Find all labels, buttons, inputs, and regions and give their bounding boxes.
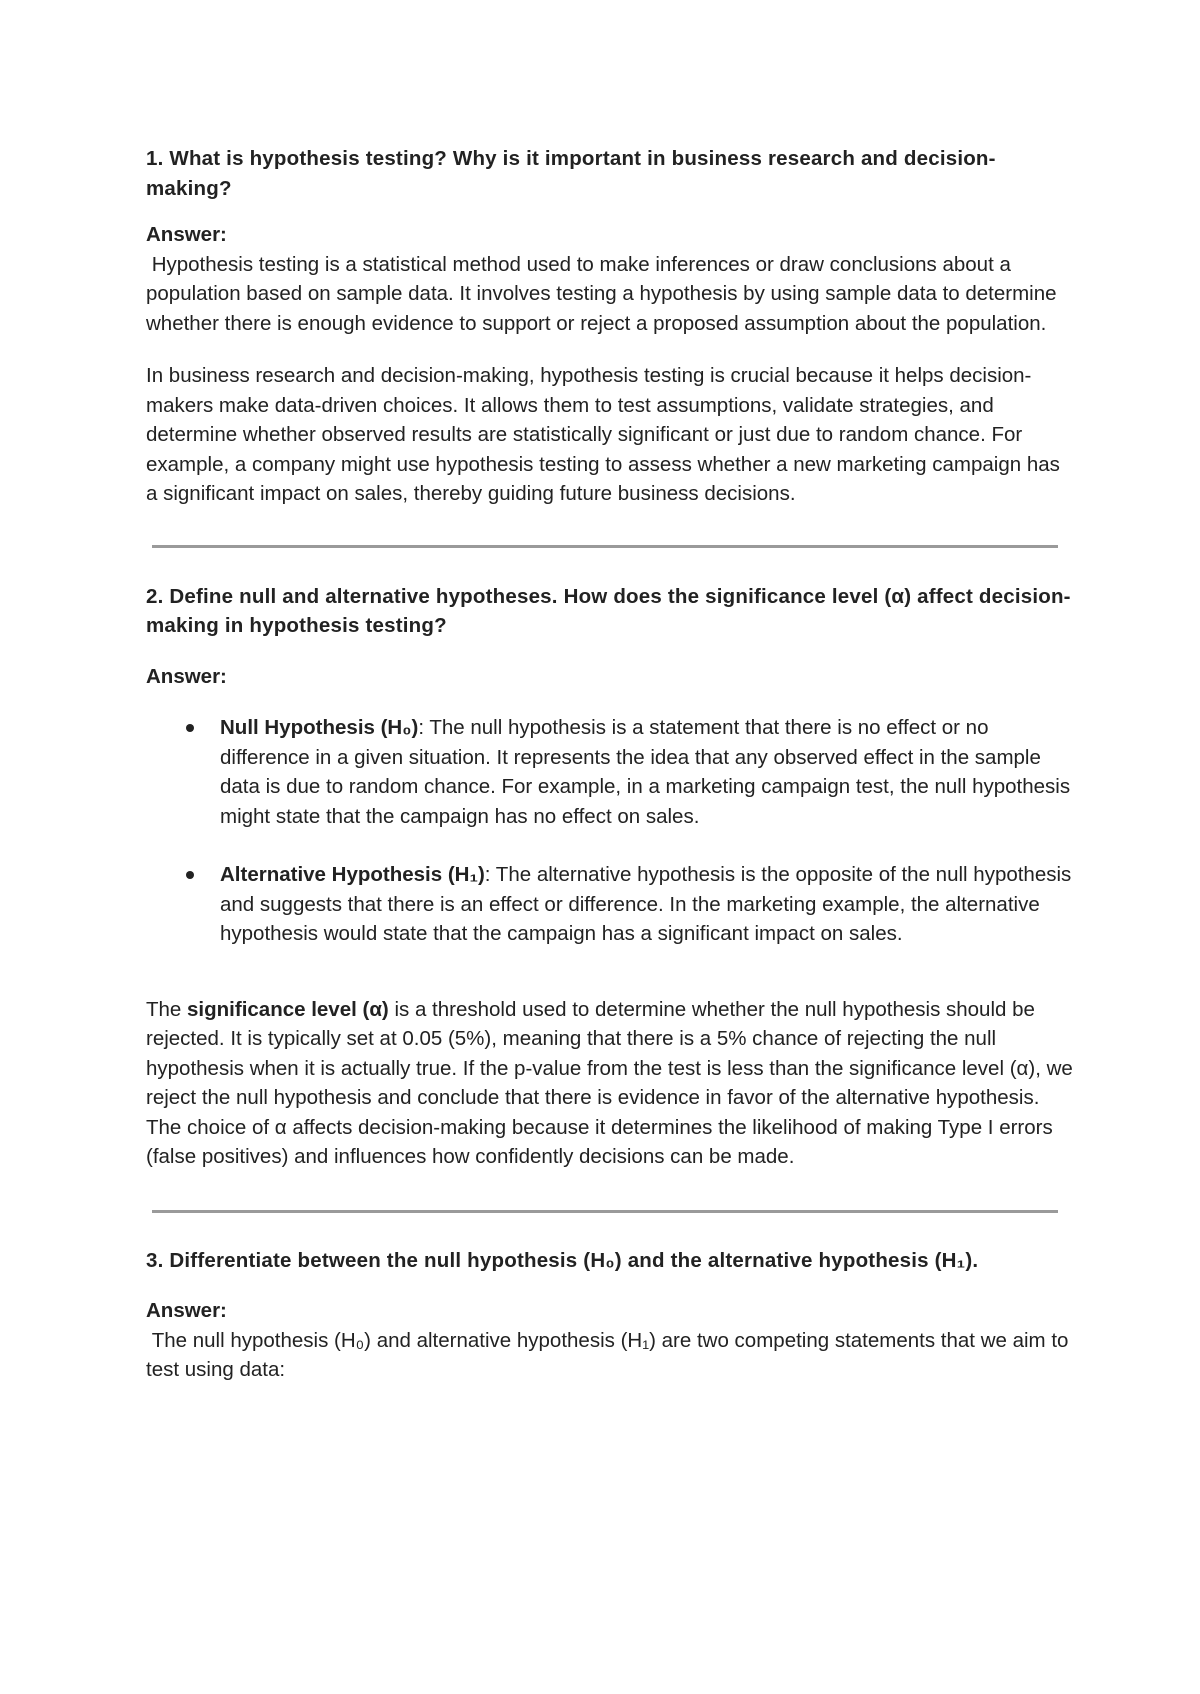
question-3-answer-paragraph-1: The null hypothesis (H₀) and alternative hypothesis (H₁) are two competing statements that we aim to test using data: <box>146 1328 1075 1381</box>
section-divider-1 <box>152 545 1058 548</box>
significance-level-text: is a threshold used to determine whether the null hypothesis should be rejected. It is typically set at 0.05 (5%), meaning that there is a 5% chance of rejecting the null hypothesis when it is actually true. If the p-value from the test is less than the significance level (α), we reject the null hypothesis and conclude that there is evidence in favor of the alternative hypothesis. The choice of α affects decision-making because it determines the likelihood of making Type I errors (false positives) and influences how confidently decisions can be made. <box>146 997 1073 1168</box>
significance-prefix: The <box>146 997 188 1021</box>
question-2-answer-label: Answer: <box>146 664 227 688</box>
question-3-title: 3. Differentiate between the null hypothesis (H₀) and the alternative hypothesis (H₁). <box>146 1248 979 1272</box>
question-3 <box>146 1246 1076 1385</box>
bullet-icon <box>186 724 194 732</box>
null-hypothesis-term: Null Hypothesis (H₀) <box>220 716 419 739</box>
bullet-icon <box>186 871 194 879</box>
question-1-answer-paragraph-2: In business research and decision-making, hypothesis testing is crucial because it helps decision-makers make data-driven choices. It allows them to test assumptions, validate strategies, and determine whether observed results are statistically significant or just due to random chance. For example, a company might use hypothesis testing to assess whether a new marketing campaign has a significant impact on sales, thereby guiding future business decisions. <box>146 364 1060 505</box>
null-hypothesis-text: : The null hypothesis is a statement that there is no effect or no difference in a given situation. It represents the idea that any observed effect in the sample data is due to random chance. For example, in a marketing campaign test, the null hypothesis might state that the campaign has no effect on sales. <box>220 716 1071 828</box>
question-1 <box>146 144 1076 509</box>
alternative-hypothesis-term: Alternative Hypothesis (H₁) <box>220 863 485 886</box>
significance-level-term: significance level (α) <box>187 997 389 1021</box>
question-1-answer-paragraph-1: Hypothesis testing is a statistical method used to make inferences or draw conclusions about a population based on sample data. It involves testing a hypothesis by using sample data to determine whether there is enough evidence to support or reject a proposed assumption about the population. <box>146 252 1063 335</box>
list-item-alternative-hypothesis <box>146 860 1076 949</box>
alternative-hypothesis-text: : The alternative hypothesis is the opposite of the null hypothesis and suggests that there is an effect or difference. In the marketing example, the alternative hypothesis would state that the campaign has a significant impact on sales. <box>220 863 1072 945</box>
question-1-answer-label: Answer: <box>146 223 227 246</box>
question-2 <box>146 582 1076 1172</box>
question-2-title: 2. Define null and alternative hypotheses. How does the significance level (α) affect decision-making in hypothesis testing? <box>146 584 1071 637</box>
hypothesis-list <box>146 713 1076 949</box>
question-3-answer-label: Answer: <box>146 1299 227 1322</box>
significance-level-paragraph <box>146 995 1076 1172</box>
list-item-null-hypothesis <box>146 713 1076 831</box>
question-1-title: 1. What is hypothesis testing? Why is it important in business research and decision-making? <box>146 147 996 200</box>
document-page <box>146 144 1076 1385</box>
section-divider-2 <box>152 1210 1058 1213</box>
